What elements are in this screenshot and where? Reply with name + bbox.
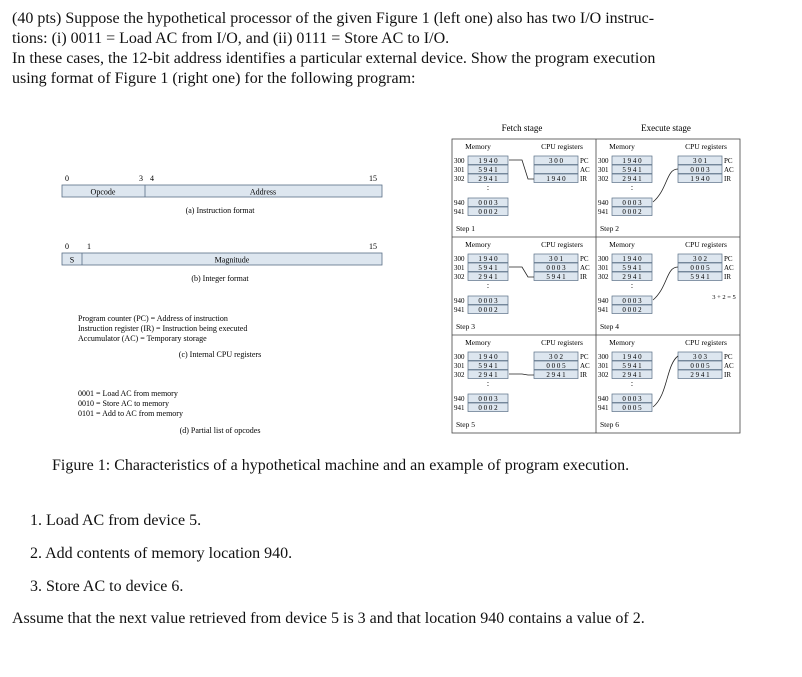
- register-name-ir: IR: [724, 371, 731, 379]
- problem-line-4: using format of Figure 1 (right one) for the following program:: [12, 70, 416, 87]
- cpu-registers-label: CPU registers: [685, 338, 727, 347]
- opcodes-caption: (d) Partial list of opcodes: [179, 426, 261, 435]
- register-name-pc: PC: [580, 157, 589, 165]
- left-figure: [0, 110, 440, 445]
- memory-address: 941: [454, 404, 465, 412]
- register-value-pc: 3 0 1: [693, 157, 707, 165]
- bit-label: 1: [87, 242, 91, 251]
- memory-value: 0 0 0 3: [478, 395, 498, 403]
- memory-address: 302: [598, 175, 609, 183]
- execute-stage-label: Execute stage: [641, 123, 691, 133]
- figure-caption: Figure 1: Characteristics of a hypothetical machine and an example of program execution.: [52, 457, 630, 474]
- sign-field-label: S: [69, 255, 75, 265]
- fetch-stage-label: Fetch stage: [501, 123, 543, 133]
- memory-value: 1 9 4 0: [478, 255, 498, 263]
- memory-value: 5 9 4 1: [622, 264, 642, 272]
- register-value-pc: 3 0 2: [693, 255, 707, 263]
- register-value-ac: 0 0 0 3: [690, 166, 710, 174]
- memory-address: 301: [598, 362, 609, 370]
- memory-address: 302: [454, 371, 465, 379]
- memory-value: 5 9 4 1: [622, 362, 642, 370]
- register-value-ir: 1 9 4 0: [546, 175, 566, 183]
- opcode-list: [78, 389, 260, 435]
- register-line: Instruction register (IR) = Instruction being executed: [78, 324, 248, 333]
- bit-label: 0: [65, 174, 69, 183]
- program-step-1: 1. Load AC from device 5.: [30, 512, 202, 529]
- bit-label: 0: [65, 242, 69, 251]
- register-name-ac: AC: [580, 264, 590, 272]
- memory-value: 1 9 4 0: [478, 157, 498, 165]
- opcode-line: 0001 = Load AC from memory: [78, 389, 178, 398]
- memory-address: 940: [598, 297, 609, 305]
- memory-address: 300: [598, 353, 609, 361]
- memory-value: 1 9 4 0: [622, 255, 642, 263]
- step-label: Step 2: [600, 224, 619, 233]
- register-value-ir: 2 9 4 1: [546, 371, 566, 379]
- memory-value: 2 9 4 1: [622, 371, 642, 379]
- register-value-ac: 0 0 0 5: [690, 362, 710, 370]
- register-name-pc: PC: [724, 353, 733, 361]
- memory-value: 0 0 0 2: [622, 306, 642, 314]
- memory-value: 1 9 4 0: [622, 157, 642, 165]
- transfer-arrow: [653, 356, 678, 407]
- problem-line-2: tions: (i) 0011 = Load AC from I/O, and (ii) 0111 = Store AC to I/O.: [12, 30, 450, 47]
- memory-value: 2 9 4 1: [622, 273, 642, 281]
- memory-value: 0 0 0 5: [622, 404, 642, 412]
- memory-value: 0 0 0 3: [478, 199, 498, 207]
- memory-address: 940: [454, 199, 465, 207]
- step-label: Step 6: [600, 420, 619, 429]
- register-value-pc: 3 0 1: [549, 255, 563, 263]
- register-value-ac: 0 0 0 3: [546, 264, 566, 272]
- bit-label: 3: [139, 174, 143, 183]
- register-name-ir: IR: [580, 371, 587, 379]
- memory-value: 2 9 4 1: [622, 175, 642, 183]
- memory-value: 1 9 4 0: [622, 353, 642, 361]
- memory-value: 0 0 0 2: [478, 404, 498, 412]
- memory-value: 1 9 4 0: [478, 353, 498, 361]
- opcode-field-label: Opcode: [90, 187, 116, 197]
- memory-address: 941: [598, 208, 609, 216]
- memory-value: 5 9 4 1: [478, 264, 498, 272]
- register-value-ir: 1 9 4 0: [690, 175, 710, 183]
- register-name-ac: AC: [724, 362, 734, 370]
- memory-address: 300: [454, 255, 465, 263]
- transfer-arrow: [653, 267, 678, 300]
- problem-line-3: In these cases, the 12-bit address identifies a particular external device. Show the program execution: [12, 50, 656, 67]
- step-label: Step 5: [456, 420, 475, 429]
- step-label: Step 1: [456, 224, 475, 233]
- register-value-ac: 0 0 0 5: [546, 362, 566, 370]
- register-name-ac: AC: [580, 166, 590, 174]
- register-name-ac: AC: [724, 166, 734, 174]
- problem-line-1: (40 pts) Suppose the hypothetical processor of the given Figure 1 (left one) also has two I/O instruc-: [12, 10, 655, 27]
- memory-address: 940: [454, 297, 465, 305]
- memory-value: 0 0 0 2: [478, 306, 498, 314]
- register-name-ir: IR: [724, 273, 731, 281]
- memory-address: 300: [454, 353, 465, 361]
- register-name-ir: IR: [724, 175, 731, 183]
- instruction-format: [62, 174, 382, 215]
- register-line: Program counter (PC) = Address of instruction: [78, 314, 228, 323]
- magnitude-field-label: Magnitude: [214, 255, 250, 265]
- integer-format: [62, 242, 382, 283]
- register-value-ir: 5 9 4 1: [546, 273, 566, 281]
- register-value-pc: 3 0 3: [693, 353, 707, 361]
- memory-address: 302: [454, 175, 465, 183]
- memory-address: 300: [598, 255, 609, 263]
- memory-label: Memory: [609, 240, 635, 249]
- register-name-ac: AC: [724, 264, 734, 272]
- register-value-ir: 2 9 4 1: [690, 371, 710, 379]
- cpu-registers-label: CPU registers: [541, 338, 583, 347]
- register-value-ac: 0 0 0 5: [690, 264, 710, 272]
- opcode-line: 0101 = Add to AC from memory: [78, 409, 183, 418]
- memory-address: 302: [598, 273, 609, 281]
- address-field-label: Address: [249, 187, 277, 197]
- memory-value: 5 9 4 1: [622, 166, 642, 174]
- memory-address: 300: [454, 157, 465, 165]
- memory-ellipsis: :: [630, 281, 634, 290]
- cpu-registers-label: CPU registers: [541, 142, 583, 151]
- transfer-arrow: [509, 160, 534, 179]
- register-value-pc: 3 0 2: [549, 353, 563, 361]
- memory-value: 2 9 4 1: [478, 273, 498, 281]
- memory-label: Memory: [465, 338, 491, 347]
- memory-address: 941: [598, 306, 609, 314]
- register-value-pc: 3 0 0: [549, 157, 563, 165]
- memory-address: 941: [598, 404, 609, 412]
- memory-address: 300: [598, 157, 609, 165]
- memory-address: 940: [598, 199, 609, 207]
- memory-address: 940: [598, 395, 609, 403]
- memory-value: 0 0 0 2: [478, 208, 498, 216]
- memory-address: 301: [454, 264, 465, 272]
- integer-format-caption: (b) Integer format: [191, 274, 249, 283]
- register-name-ac: AC: [580, 362, 590, 370]
- memory-ellipsis: :: [630, 183, 634, 192]
- execution-figure: [440, 115, 750, 435]
- memory-address: 302: [598, 371, 609, 379]
- memory-ellipsis: :: [630, 379, 634, 388]
- register-name-pc: PC: [580, 353, 589, 361]
- opcode-line: 0010 = Store AC to memory: [78, 399, 169, 408]
- register-line: Accumulator (AC) = Temporary storage: [78, 334, 207, 343]
- step-label: Step 3: [456, 322, 475, 331]
- memory-ellipsis: :: [486, 183, 490, 192]
- memory-address: 940: [454, 395, 465, 403]
- memory-value: 0 0 0 3: [622, 395, 642, 403]
- memory-ellipsis: :: [486, 281, 490, 290]
- cpu-registers-list: [78, 314, 261, 359]
- memory-value: 2 9 4 1: [478, 175, 498, 183]
- memory-label: Memory: [609, 338, 635, 347]
- program-step-2: 2. Add contents of memory location 940.: [30, 545, 293, 562]
- memory-ellipsis: :: [486, 379, 490, 388]
- bit-label: 15: [369, 174, 377, 183]
- register-name-pc: PC: [580, 255, 589, 263]
- transfer-arrow: [653, 169, 678, 202]
- memory-value: 2 9 4 1: [478, 371, 498, 379]
- memory-value: 5 9 4 1: [478, 362, 498, 370]
- memory-value: 0 0 0 2: [622, 208, 642, 216]
- memory-value: 5 9 4 1: [478, 166, 498, 174]
- cpu-registers-label: CPU registers: [541, 240, 583, 249]
- bit-label: 4: [150, 174, 154, 183]
- memory-value: 0 0 0 3: [622, 199, 642, 207]
- memory-value: 0 0 0 3: [622, 297, 642, 305]
- step-label: Step 4: [600, 322, 619, 331]
- memory-address: 301: [454, 166, 465, 174]
- registers-caption: (c) Internal CPU registers: [178, 350, 262, 359]
- program-step-3: 3. Store AC to device 6.: [30, 578, 184, 595]
- instruction-format-caption: (a) Instruction format: [185, 206, 255, 215]
- memory-address: 301: [598, 166, 609, 174]
- register-name-pc: PC: [724, 255, 733, 263]
- register-cell-ac: [534, 165, 578, 174]
- bit-label: 15: [369, 242, 377, 251]
- cpu-registers-label: CPU registers: [685, 240, 727, 249]
- memory-value: 0 0 0 3: [478, 297, 498, 305]
- register-name-ir: IR: [580, 175, 587, 183]
- transfer-arrow: [509, 267, 534, 277]
- register-name-pc: PC: [724, 157, 733, 165]
- memory-address: 302: [454, 273, 465, 281]
- memory-address: 941: [454, 306, 465, 314]
- memory-label: Memory: [465, 240, 491, 249]
- cpu-registers-label: CPU registers: [685, 142, 727, 151]
- transfer-arrow: [509, 374, 534, 375]
- register-name-ir: IR: [580, 273, 587, 281]
- memory-address: 941: [454, 208, 465, 216]
- memory-address: 301: [454, 362, 465, 370]
- register-value-ir: 5 9 4 1: [690, 273, 710, 281]
- sum-note: 3 + 2 = 5: [712, 294, 736, 301]
- memory-address: 301: [598, 264, 609, 272]
- memory-label: Memory: [609, 142, 635, 151]
- memory-label: Memory: [465, 142, 491, 151]
- assumption-text: Assume that the next value retrieved from device 5 is 3 and that location 940 contains a value of 2.: [12, 610, 645, 627]
